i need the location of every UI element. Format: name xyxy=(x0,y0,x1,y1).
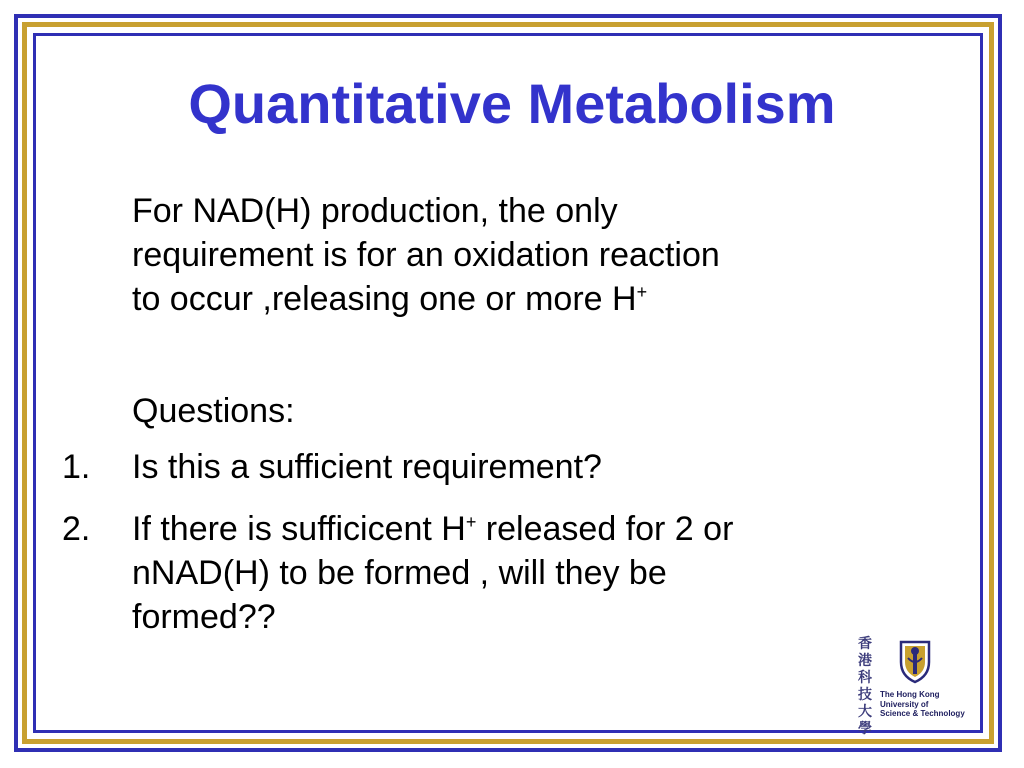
superscript-plus: + xyxy=(636,282,648,302)
slide-title: Quantitative Metabolism xyxy=(188,72,836,135)
crest-icon xyxy=(898,638,932,684)
question-2-line-1 xyxy=(132,507,733,551)
intro-line-3-text: to occur ,releasing one or more H xyxy=(132,280,637,318)
question-text-1: Is this a sufficient requirement? xyxy=(132,448,602,486)
question-number-1: 1. xyxy=(62,448,91,486)
question-2-line-1-after: released for 2 or xyxy=(476,510,734,548)
question-2-line-1-before: If there is sufficicent H xyxy=(132,510,466,548)
hkust-logo xyxy=(858,636,968,737)
question-text-2 xyxy=(132,507,733,639)
questions-label: Questions: xyxy=(132,392,295,430)
question-2-line-2: nNAD(H) to be formed , will they be xyxy=(132,554,667,592)
intro-line-1: For NAD(H) production, the only xyxy=(132,192,618,230)
logo-chinese-name: 香 港 科 技 大 學 xyxy=(858,636,872,737)
intro-paragraph xyxy=(132,189,952,321)
question-number-2: 2. xyxy=(62,510,91,548)
question-2-line-3: formed?? xyxy=(132,598,276,636)
superscript-plus: + xyxy=(465,512,477,532)
intro-line-2: requirement is for an oxidation reaction xyxy=(132,236,720,274)
logo-english-name: The Hong Kong University of Science & Technology xyxy=(880,690,965,718)
intro-line-3 xyxy=(132,277,952,321)
